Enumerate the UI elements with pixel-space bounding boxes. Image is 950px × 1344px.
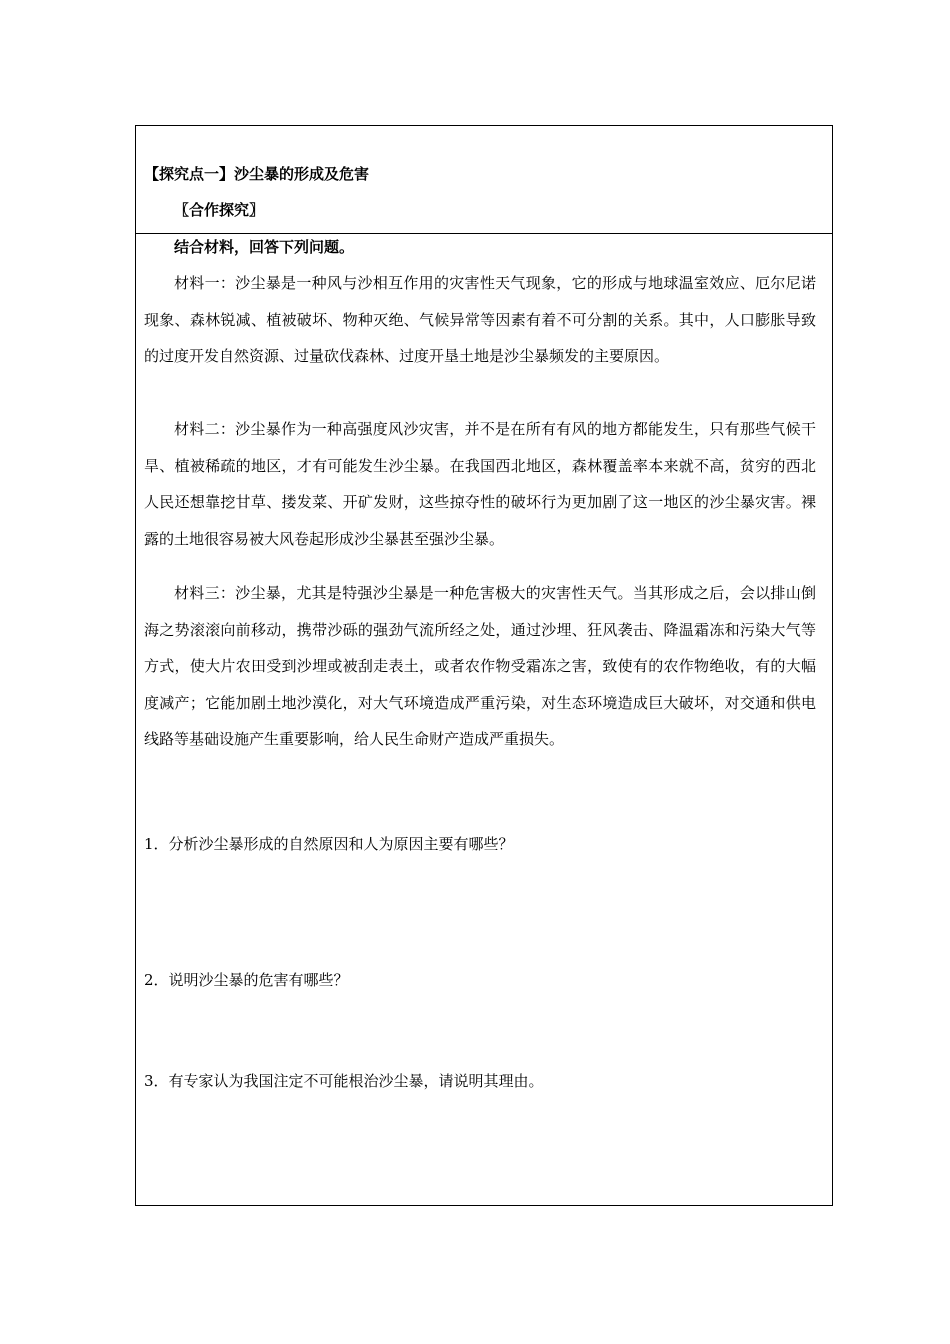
section-heading: 【探究点一】沙尘暴的形成及危害 [144, 165, 370, 183]
material-paragraph-1: 材料一：沙尘暴是一种风与沙相互作用的灾害性天气现象，它的形成与地球温室效应、厄尔尼诺现象、森林锐减、植被破坏、物种灭绝、气候异常等因素有着不可分割的关系。其中，人口膨胀导致的过度开发自然资源、过量砍伐森林、过度开垦土地是沙尘暴频发的主要原因。 [144, 274, 816, 366]
instruction-text: 结合材料，回答下列问题。 [174, 238, 355, 256]
material-paragraph-3: 材料三：沙尘暴，尤其是特强沙尘暴是一种危害极大的灾害性天气。当其形成之后，会以排山倒海之势滚滚向前移动，携带沙砾的强劲气流所经之处，通过沙埋、狂风袭击、降温霜冻和污染大气等方式，使大片农田受到沙埋或被刮走表土，或者农作物受霜冻之害，致使有的农作物绝收，有的大幅度减产；它能加剧土地沙漠化，对大气环境造成严重污染，对生态环境造成巨大破坏，对交通和供电线路等基础设施产生重要影响，给人民生命财产造成严重损失。 [144, 584, 816, 749]
section-subheading: 〖合作探究〗 [174, 201, 265, 219]
question-2: 2．说明沙尘暴的危害有哪些？ [144, 971, 349, 989]
material-paragraph-2: 材料二：沙尘暴作为一种高强度风沙灾害，并不是在所有有风的地方都能发生，只有那些气候干旱、植被稀疏的地区，才有可能发生沙尘暴。在我国西北地区，森林覆盖率本来就不高，贫穷的西北人民还想靠挖甘草、搂发菜、开矿发财，这些掠夺性的破坏行为更加剧了这一地区的沙尘暴灾害。裸露的土地很容易被大风卷起形成沙尘暴甚至强沙尘暴。 [144, 420, 816, 548]
exercise-table [135, 125, 833, 1206]
table-divider [136, 233, 832, 234]
question-3: 3．有专家认为我国注定不可能根治沙尘暴，请说明其理由。 [144, 1072, 544, 1090]
question-1: 1．分析沙尘暴形成的自然原因和人为原因主要有哪些？ [144, 835, 514, 853]
